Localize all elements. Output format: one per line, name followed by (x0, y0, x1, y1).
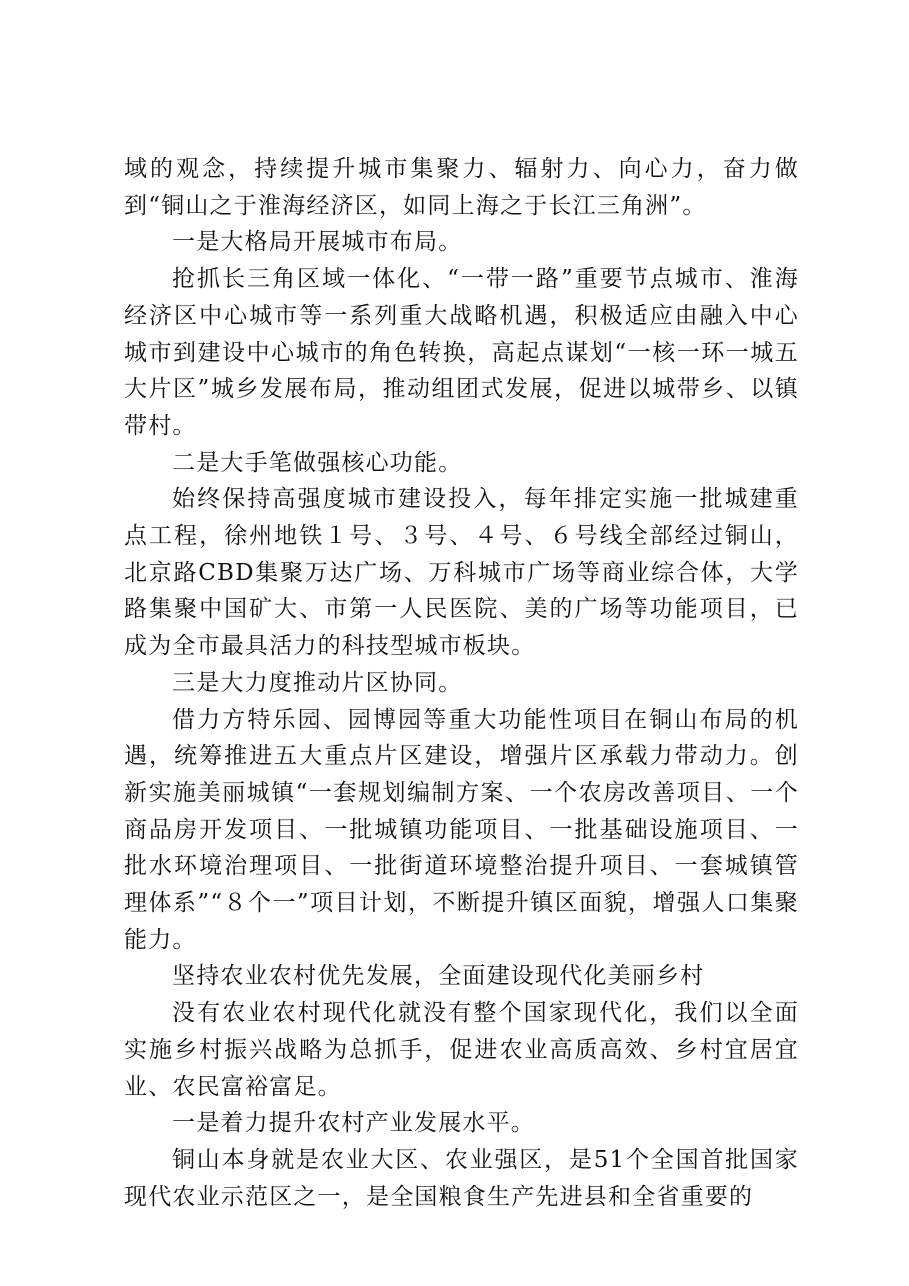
paragraph: 借力方特乐园、园博园等重大功能性项目在铜山布局的机遇，统筹推进五大重点片区建设，增强片区承载力带动力。创新实施美丽城镇“一套规划编制方案、一个农房改善项目、一个商品房开发项目、一批城镇功能项目、一批基础设施项目、一批水环境治理项目、一批街道环境整治提升项目、一套城镇管理体系”“８个一”项目计划，不断提升镇区面貌，增强人口集聚能力。 (124, 706, 799, 953)
section-heading: 一是大格局开展城市布局。 (172, 229, 463, 256)
paragraph: 没有农业农村现代化就没有整个国家现代化，我们以全面实施乡村振兴战略为总抓手，促进农业高质高效、乡村宜居宜业、农民富裕富足。 (124, 1000, 799, 1100)
section-heading: 一是着力提升农村产业发展水平。 (172, 1110, 535, 1137)
paragraph: 铜山本身就是农业大区、农业强区，是51个全国首批国家现代农业示范区之一，是全国粮食生产先进县和全省重要的 (124, 1146, 799, 1210)
section-heading: 二是大手笔做强核心功能。 (172, 449, 463, 476)
paragraph: 域的观念，持续提升城市集聚力、辐射力、向心力，奋力做到“铜山之于淮海经济区，如同上海之于长江三角洲”。 (124, 156, 799, 219)
paragraph: 抢抓长三角区域一体化、“一带一路”重要节点城市、淮海经济区中心城市等一系列重大战略机遇，积极适应由融入中心城市到建设中心城市的角色转换，高起点谋划“一核一环一城五大片区”城乡发展布局，推动组团式发展，促进以城带乡、以镇带村。 (124, 266, 799, 439)
section-heading: 坚持农业农村优先发展，全面建设现代化美丽乡村 (172, 963, 705, 990)
section-heading: 三是大力度推动片区协同。 (172, 669, 463, 696)
document-body (124, 151, 799, 1215)
paragraph: 始终保持高强度城市建设投入，每年排定实施一批城建重点工程，徐州地铁１号、３号、４号、６号线全部经过铜山，北京路CBD集聚万达广场、万科城市广场等商业综合体，大学路集聚中国矿大、市第一人民医院、美的广场等功能项目，已成为全市最具活力的科技型城市板块。 (124, 486, 799, 660)
